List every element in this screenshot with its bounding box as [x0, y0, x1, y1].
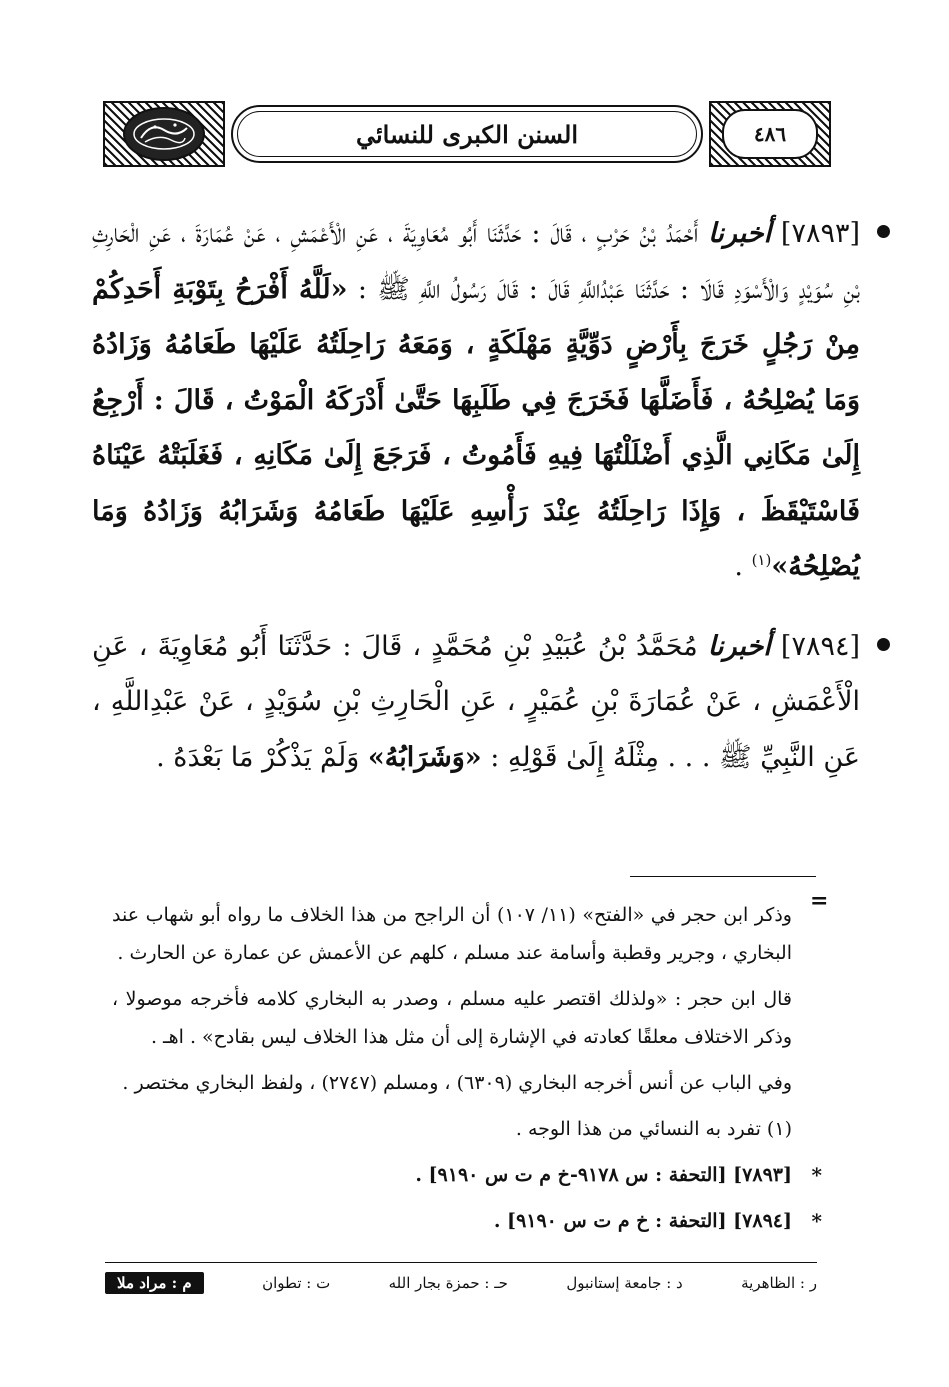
footnote-separator [630, 876, 816, 877]
salutation-glyph: ﷺ [377, 273, 410, 305]
tuhfa-text: [٧٨٩٣] [التحفة : س ٩١٧٨-خ م ت س ٩١٩٠] . [415, 1164, 792, 1186]
star-icon: * [811, 1209, 822, 1233]
hadith-number: [٧٨٩٤] [780, 630, 860, 662]
hadith-7894 [92, 619, 862, 786]
footnote-paragraph: (١) تفرد به النسائي من هذا الوجه . [515, 1118, 792, 1140]
star-icon: * [811, 1163, 822, 1187]
footnote-paragraph: وذكر ابن حجر في «الفتح» (١١/ ١٠٧) أن الراجح من هذا الخلاف ما رواه أبو شهاب عند البخاري ، وجرير وقطبة وأسامة عند مسلم ، كلهم عن الأعمش عن عمارة عن الحارث . [112, 904, 792, 964]
book-logo [103, 101, 225, 167]
hadith-end: . [734, 551, 752, 582]
logo-medallion [123, 107, 205, 161]
running-title: السنن الكبرى للنسائي [355, 119, 579, 149]
bullet-icon [877, 638, 890, 651]
manuscript-sigla [105, 1266, 817, 1300]
siglum-hamza: حـ : حمزة بجار الله [388, 1274, 508, 1292]
hadith-end: وَلَمْ يَذْكُرْ مَا بَعْدَهُ . [156, 741, 368, 773]
siglum-istanbul: د : جامعة إستانبول [566, 1274, 683, 1292]
bottom-separator [105, 1262, 817, 1263]
siglum-tetouan: ت : تطوان [262, 1274, 331, 1292]
page-number: ٤٨٦ [722, 109, 818, 159]
akhbarana-word: أخبرنا [707, 630, 771, 662]
footnote-paragraph: قال ابن حجر : «ولذلك اقتصر عليه مسلم ، وصدر به البخاري كلامه فأخرجه موصولا ، وذكر الاختلاف معلقًا كعادته في الإشارة إلى أن مثل هذا الخلاف ليس بقادح» . اهـ . [112, 988, 792, 1048]
bullet-icon [877, 225, 890, 238]
footnotes [112, 896, 822, 1248]
salutation-glyph: ﷺ [719, 741, 752, 773]
hadith-isnad: مُحَمَّدُ بْنُ عُبَيْدِ بْنِ مُحَمَّدٍ ، قَالَ : حَدَّثَنَا أَبُو مُعَاوِيَةَ ، عَنِ الْأَعْمَشِ ، عَنْ عُمَارَةَ بْنِ عُمَيْرٍ ، عَنِ الْحَارِثِ بْنِ سُوَيْدٍ ، عَنْ عَبْدِاللَّهِ ، عَنِ النَّبِيِّ [92, 630, 860, 773]
tuhfa-text: [٧٨٩٤] [التحفة : خ م ت س ٩١٩٠] . [493, 1210, 792, 1232]
separator-colon: : [347, 273, 378, 305]
page-header [103, 100, 831, 168]
hadith-number: [٧٨٩٣] [780, 218, 860, 249]
akhbarana-word: أخبرنا [708, 218, 772, 249]
running-title-plate [231, 105, 703, 163]
footnote-ref: (١) [751, 551, 772, 569]
footnote-paragraph: وفي الباب عن أنس أخرجه البخاري (٦٣٠٩) ، ومسلم (٢٧٤٧) ، ولفظ البخاري مختصر . [122, 1072, 792, 1094]
hadith-7893 [92, 206, 862, 595]
siglum-murad-molla: م : مراد ملا [105, 1272, 204, 1294]
tuhfa-reference [112, 1156, 822, 1194]
hadith-middle: . . . مِثْلَهُ إِلَىٰ قَوْلِهِ : [481, 741, 719, 773]
hadith-isnad: أَحْمَدُ بْنُ حَرْبٍ ، قَالَ : حَدَّثَنَا أَبُو مُعَاوِيَةَ ، عَنِ الْأَعْمَشِ ، عَنْ عُمَارَةَ ، عَنِ الْحَارِثِ بْنِ سُوَيْدٍ وَالْأَسْوَدِ قَالَا : حَدَّثَنَا عَبْدُاللَّهِ قَالَ : قَالَ رَسُولُ اللَّهِ [92, 218, 860, 305]
siglum-zahiriyya: ر : الظاهرية [741, 1274, 817, 1292]
main-text [92, 206, 862, 809]
tuhfa-reference [112, 1202, 822, 1240]
hadith-matn: «لَلَّهُ أَفْرَحُ بِتَوْبَةِ أَحَدِكُمْ مِنْ رَجُلٍ خَرَجَ بِأَرْضٍ دَوِّيَّةٍ مَهْلَكَةٍ ، وَمَعَهُ رَاحِلَتُهُ عَلَيْهَا طَعَامُهُ وَزَادُهُ وَمَا يُصْلِحُهُ ، فَأَضَلَّهَا فَخَرَجَ فِي طَلَبِهَا حَتَّىٰ أَدْرَكَهُ الْمَوْتُ ، قَالَ : أَرْجِعُ إِلَىٰ مَكَانِي الَّذِي أَضْلَلْتُهَا فِيهِ فَأَمُوتُ ، فَرَجَعَ إِلَىٰ مَكَانِهِ ، فَغَلَبَتْهُ عَيْنَاهُ فَاسْتَيْقَظَ ، وَإِذَا رَاحِلَتُهُ عِنْدَ رَأْسِهِ عَلَيْهَا طَعَامُهُ وَشَرَابُهُ وَزَادُهُ وَمَا يُصْلِحُهُ» [92, 273, 860, 582]
hadith-matn: «وَشَرَابُهُ» [367, 741, 482, 773]
calligraphy-logo-icon [131, 116, 197, 152]
continuation-mark: = [810, 888, 829, 914]
page-number-medallion [709, 101, 831, 167]
